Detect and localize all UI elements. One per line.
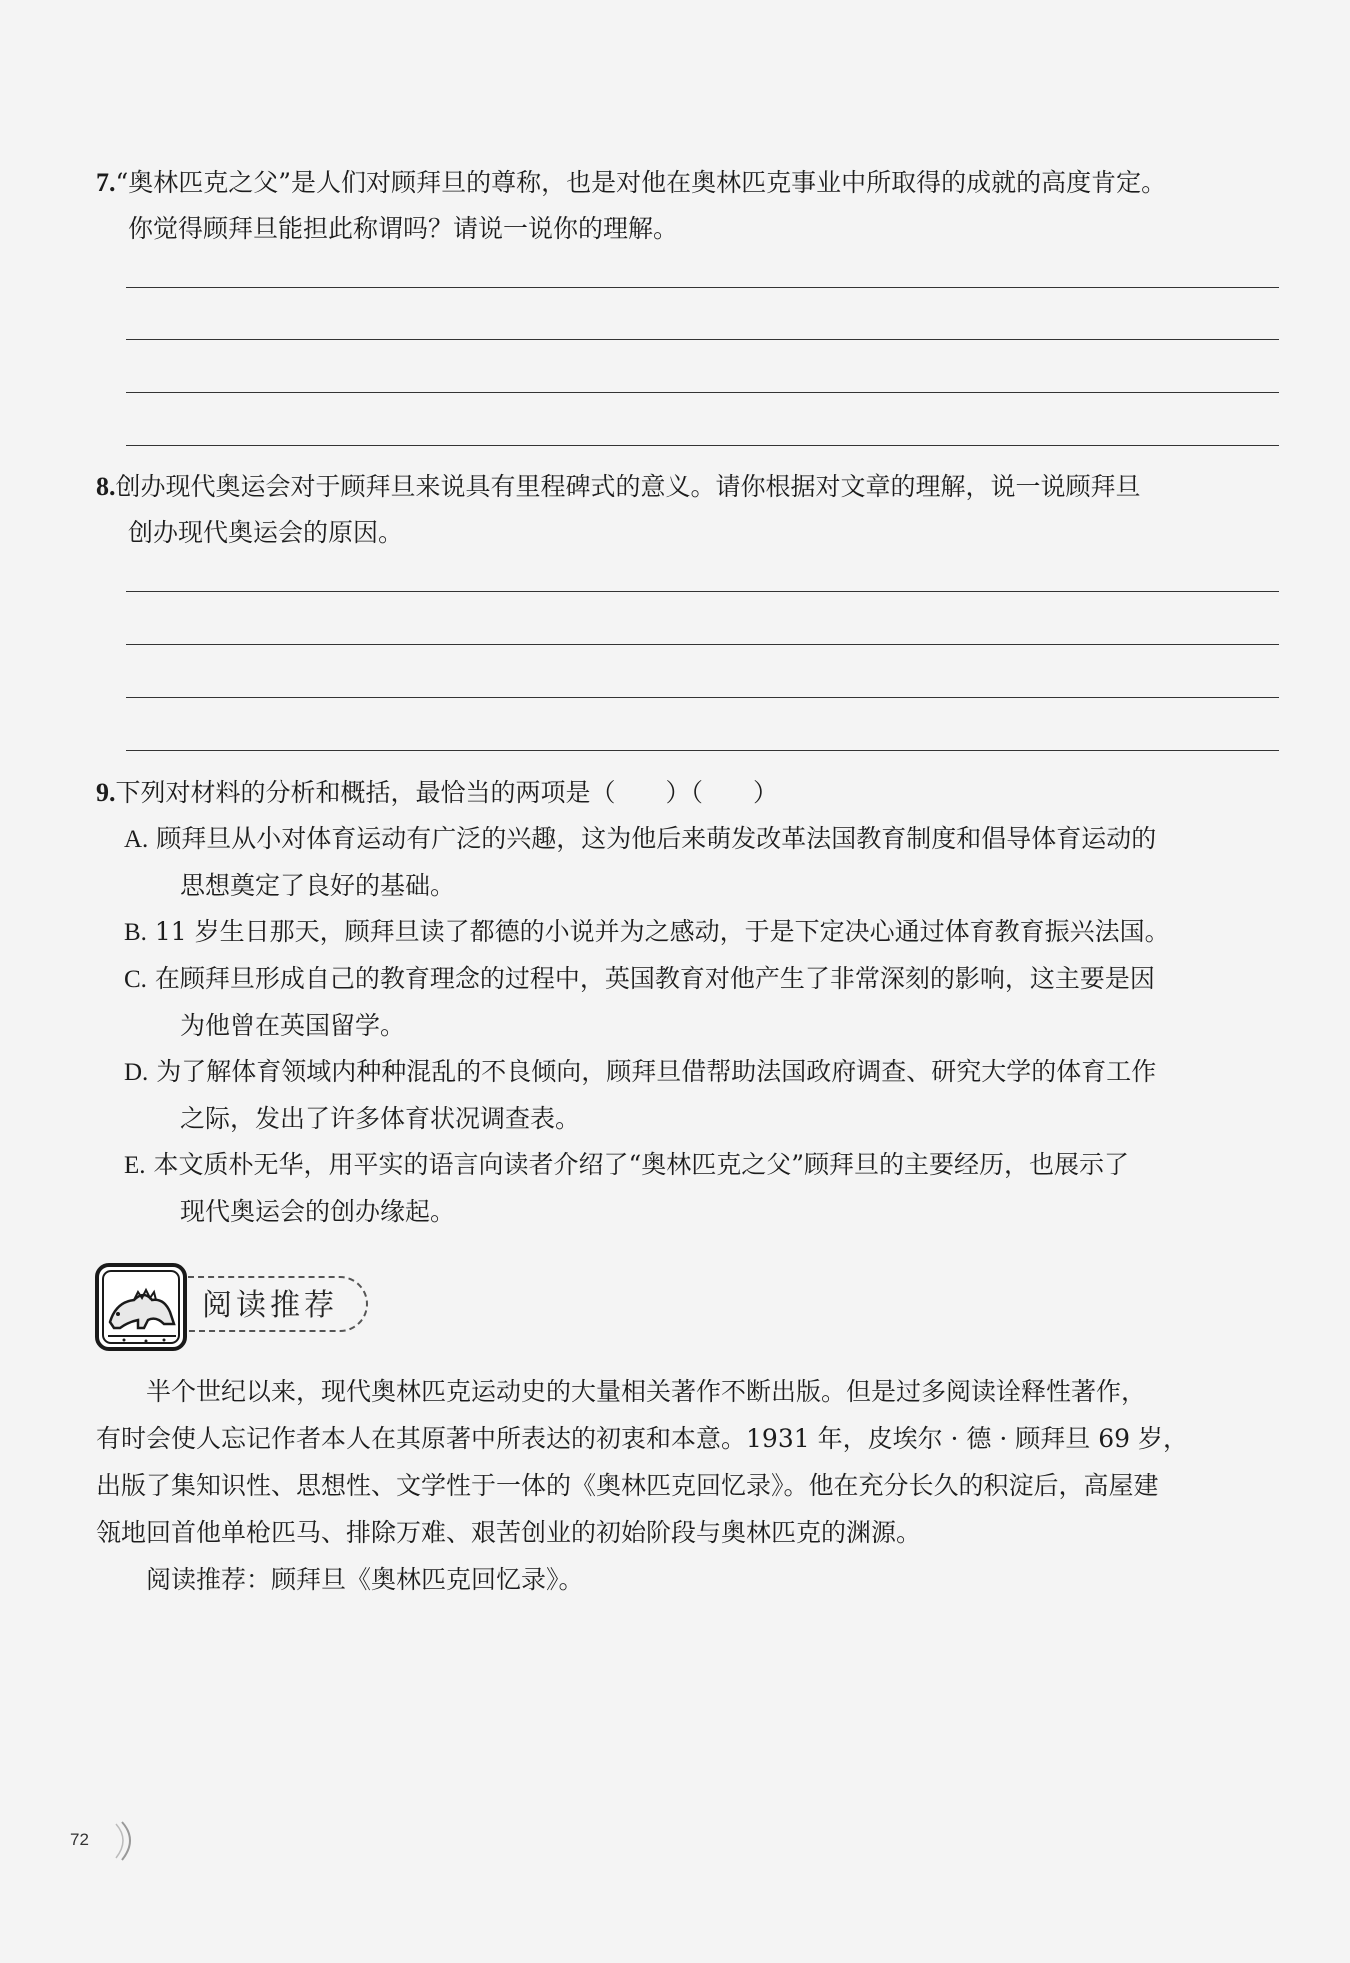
option-text-cont: 思想奠定了良好的基础。 <box>180 871 456 900</box>
answer-line[interactable] <box>126 697 1279 698</box>
reading-recommend-title: 阅读推荐 <box>188 1276 368 1332</box>
option-text: 在顾拜旦形成自己的教育理念的过程中，英国教育对他产生了非常深刻的影响，这主要是因 <box>154 964 1155 993</box>
answer-line[interactable] <box>126 287 1279 288</box>
option-letter: D. <box>124 1059 149 1086</box>
recommend-paragraph <box>96 1368 1281 1603</box>
question-7 <box>96 160 1281 252</box>
option-text: 为了解体育领域内种种混乱的不良倾向，顾拜旦借帮助法国政府调查、研究大学的体育工作 <box>156 1057 1157 1086</box>
page-number-text: 72 <box>70 1830 89 1849</box>
option-letter: A. <box>124 826 149 853</box>
option-d[interactable] <box>124 1049 1281 1142</box>
recommend-line: 瓴地回首他单枪匹马、排除万难、艰苦创业的初始阶段与奥林匹克的渊源。 <box>96 1518 922 1547</box>
option-text-cont: 为他曾在英国留学。 <box>180 1011 406 1040</box>
question-8-text-line1: 创办现代奥运会对于顾拜旦来说具有里程碑式的意义。请你根据对文章的理解，说一说顾拜旦 <box>115 472 1141 501</box>
recommend-line: 阅读推荐：顾拜旦《奥林匹克回忆录》。 <box>96 1565 584 1594</box>
option-c[interactable] <box>124 956 1281 1049</box>
option-letter: E. <box>124 1152 146 1179</box>
answer-line[interactable] <box>126 591 1279 592</box>
option-e[interactable] <box>124 1142 1281 1235</box>
answer-line[interactable] <box>126 750 1279 751</box>
answer-line[interactable] <box>126 392 1279 393</box>
option-text-cont: 之际，发出了许多体育状况调查表。 <box>180 1104 581 1133</box>
option-a[interactable] <box>124 816 1281 909</box>
option-letter: C. <box>124 966 147 993</box>
answer-line[interactable] <box>126 339 1279 340</box>
question-7-text-line1: “奥林匹克之父”是人们对顾拜旦的尊称，也是对他在奥林匹克事业中所取得的成就的高度肯定。 <box>115 168 1167 197</box>
answer-line[interactable] <box>126 644 1279 645</box>
page-number <box>70 1830 89 1850</box>
option-b[interactable] <box>124 909 1281 956</box>
question-9-number: 9. <box>96 778 116 807</box>
question-8 <box>96 464 1281 556</box>
question-9 <box>96 770 1281 1235</box>
option-list <box>96 816 1281 1235</box>
option-text: 本文质朴无华，用平实的语言向读者介绍了“奥林匹克之父”顾拜旦的主要经历，也展示了 <box>153 1150 1130 1179</box>
answer-line[interactable] <box>126 445 1279 446</box>
dinosaur-icon <box>94 1262 190 1354</box>
option-letter: B. <box>124 919 147 946</box>
question-8-number: 8. <box>96 472 116 501</box>
recommend-line: 半个世纪以来，现代奥林匹克运动史的大量相关著作不断出版。但是过多阅读诠释性著作， <box>96 1377 1147 1406</box>
question-7-text-line2: 你觉得顾拜旦能担此称谓吗？请说一说你的理解。 <box>128 214 679 243</box>
recommend-line: 出版了集知识性、思想性、文学性于一体的《奥林匹克回忆录》。他在充分长久的积淀后，高屋建 <box>96 1471 1159 1500</box>
question-9-stem[interactable]: 下列对材料的分析和概括，最恰当的两项是（ ）（ ） <box>115 778 779 807</box>
option-text-cont: 现代奥运会的创办缘起。 <box>180 1197 456 1226</box>
question-7-number: 7. <box>96 168 116 197</box>
question-8-text-line2: 创办现代奥运会的原因。 <box>128 518 404 547</box>
option-text: 11 岁生日那天，顾拜旦读了都德的小说并为之感动，于是下定决心通过体育教育振兴法国。 <box>154 917 1170 946</box>
recommend-line: 有时会使人忘记作者本人在其原著中所表达的初衷和本意。1931 年，皮埃尔 · 德 · 顾拜旦 69 岁， <box>96 1424 1188 1453</box>
option-text: 顾拜旦从小对体育运动有广泛的兴趣，这为他后来萌发改革法国教育制度和倡导体育运动的 <box>156 824 1157 853</box>
